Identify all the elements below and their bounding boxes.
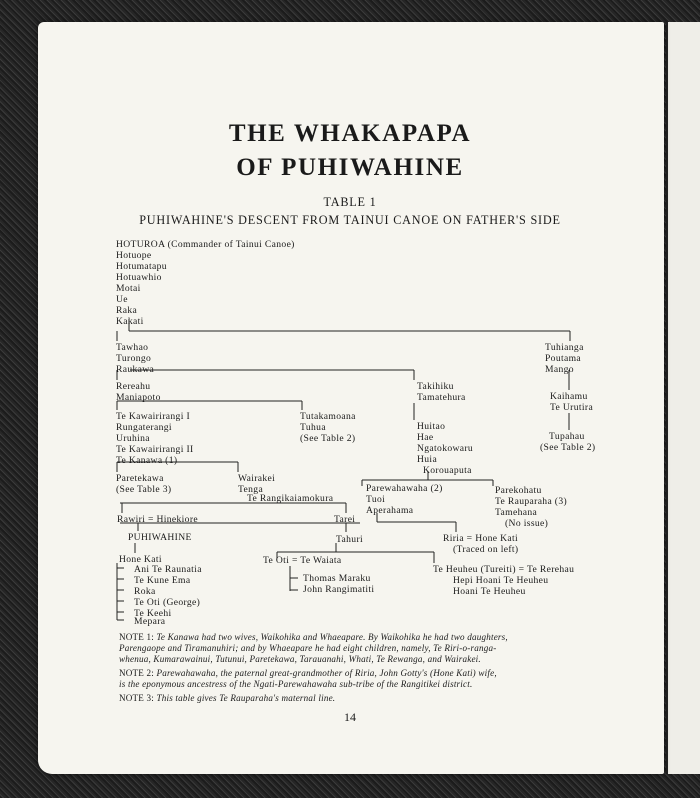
ancestor-te-rangikaiamokura: Te Rangikaiamokura: [247, 493, 334, 504]
ancestor-huitao: Huitao: [417, 421, 446, 432]
ancestor-motai: Motai: [116, 283, 141, 294]
note-1-line-1: Te Kanawa had two wives, Waikohika and Whaeapare. By Waikohika he had two daughters,: [156, 632, 508, 642]
ancestor-hotuawhio: Hotuawhio: [116, 272, 162, 283]
ancestor-te-rauparaha: Te Rauparaha (3): [495, 496, 568, 507]
note-3-line-1: This table gives Te Rauparaha's maternal line.: [156, 693, 336, 703]
ancestor-tuhua: Tuhua: [300, 422, 326, 433]
ancestor-ngatokowaru: Ngatokowaru: [417, 443, 474, 454]
ancestor-tuhianga: Tuhianga: [545, 342, 584, 353]
note-1-label: NOTE 1:: [119, 632, 154, 642]
note-2: [119, 668, 497, 690]
title-line-2: OF PUHIWAHINE: [236, 154, 464, 181]
child-john-rangimatiti: John Rangimatiti: [303, 584, 375, 595]
see-table-2-ref-right: (See Table 2): [540, 442, 596, 453]
ancestor-paretekawa: Paretekawa: [116, 473, 164, 484]
ancestor-tawhao: Tawhao: [116, 342, 149, 353]
note-2-line-2: is the eponymous ancestress of the Ngati-Parewahawaha sub-tribe of the Rangitikei district.: [119, 678, 473, 689]
ancestor-parewahawaha: Parewahawaha (2): [366, 483, 443, 494]
ancestor-tupahau: Tupahau: [549, 431, 585, 442]
ancestor-tamehana: Tamehana: [495, 507, 538, 518]
te-heuheu-te-rerehau: Te Heuheu (Tureiti) = Te Rerehau: [433, 564, 575, 575]
puhiwahine: PUHIWAHINE: [128, 532, 192, 543]
table-label: TABLE 1: [323, 195, 377, 209]
ancestor-tutakamoana: Tutakamoana: [300, 411, 356, 422]
riria-hone-kati: Riria = Hone Kati: [443, 533, 519, 544]
ancestor-raka: Raka: [116, 305, 138, 316]
ancestor-tenga: Tenga: [238, 484, 264, 495]
note-1-line-2: Parengaope and Tiramanuhiri; and by Whaeapare he had eight children, namely, Te Riri-o-ranga-: [119, 642, 497, 653]
child-ani-te-raunatia: Ani Te Raunatia: [134, 564, 202, 575]
child-mepara: Mepara: [134, 616, 166, 627]
page-number: 14: [344, 710, 356, 724]
ancestor-hoturoa: HOTUROA (Commander of Tainui Canoe): [116, 239, 295, 250]
child-hoani-te-heuheu: Hoani Te Heuheu: [453, 586, 526, 597]
ancestor-rereahu: Rereahu: [116, 381, 151, 392]
ancestor-te-kawairirangi-1: Te Kawairirangi I: [116, 411, 191, 422]
ancestor-hotuope: Hotuope: [116, 250, 152, 261]
ancestor-hae: Hae: [417, 432, 434, 443]
ancestor-kakati: Kakati: [116, 316, 144, 327]
ancestor-wairakei: Wairakei: [238, 473, 276, 484]
ancestor-tahuri: Tahuri: [336, 534, 364, 545]
ancestor-raukawa: Raukawa: [116, 364, 155, 375]
note-3-label: NOTE 3:: [119, 693, 154, 703]
note-3: [119, 693, 335, 704]
ancestor-maniapoto: Maniapoto: [116, 392, 161, 403]
child-te-keehi: Te Keehi: [134, 608, 172, 619]
ancestor-te-kawairirangi-2: Te Kawairirangi II: [116, 444, 194, 455]
ancestor-kaihamu: Kaihamu: [550, 391, 588, 402]
table-subtitle: PUHIWAHINE'S DESCENT FROM TAINUI CANOE ON FATHER'S SIDE: [139, 213, 561, 227]
ancestor-te-urutira: Te Urutira: [550, 402, 594, 413]
see-table-2-ref: (See Table 2): [300, 433, 356, 444]
child-te-oti-george: Te Oti (George): [134, 597, 201, 608]
traced-on-left-note: (Traced on left): [453, 544, 519, 555]
note-2-line-1: Parewahawaha, the paternal great-grandmother of Riria, John Gotty's (Hone Kati) wife,: [156, 668, 497, 678]
te-oti-te-waiata: Te Oti = Te Waiata: [263, 555, 342, 566]
child-thomas-maraku: Thomas Maraku: [303, 573, 371, 584]
ancestor-ue: Ue: [116, 294, 128, 305]
ancestor-huia: Huia: [417, 454, 438, 465]
child-te-kune-ema: Te Kune Ema: [134, 575, 191, 586]
ancestor-parekohatu: Parekohatu: [495, 485, 542, 496]
note-1-line-3: whenua, Kumarawainui, Tutunui, Paretekawa, Tarauanahi, Whati, Te Rewanga, and Wairakei.: [119, 653, 481, 664]
ancestor-aperahama: Aperahama: [366, 505, 414, 516]
note-2-label: NOTE 2:: [119, 668, 154, 678]
hone-kati: Hone Kati: [119, 554, 162, 565]
ancestor-poutama: Poutama: [545, 353, 582, 364]
ancestor-mango: Mango: [545, 364, 574, 375]
see-table-3-ref: (See Table 3): [116, 484, 172, 495]
ancestor-turongo: Turongo: [116, 353, 152, 364]
ancestor-rawiri-hinekiore: Rawiri = Hinekiore: [117, 514, 198, 525]
ancestor-tuoi: Tuoi: [366, 494, 386, 505]
ancestor-tamatehura: Tamatehura: [417, 392, 466, 403]
no-issue-note: (No issue): [505, 518, 549, 529]
ancestor-rungaterangi: Rungaterangi: [116, 422, 172, 433]
ancestor-tarei: Tarei: [334, 514, 356, 525]
child-hepi-hoani-te-heuheu: Hepi Hoani Te Heuheu: [453, 575, 549, 586]
note-1: [119, 632, 508, 664]
ancestor-hotumatapu: Hotumatapu: [116, 261, 167, 272]
title-line-1: THE WHAKAPAPA: [228, 120, 472, 147]
ancestor-takihiku: Takihiku: [417, 381, 454, 392]
ancestor-korouaputa: Korouaputa: [423, 465, 472, 476]
ancestor-te-kanawa: Te Kanawa (1): [116, 455, 178, 466]
child-roka: Roka: [134, 586, 156, 597]
ancestor-uruhina: Uruhina: [116, 433, 150, 444]
